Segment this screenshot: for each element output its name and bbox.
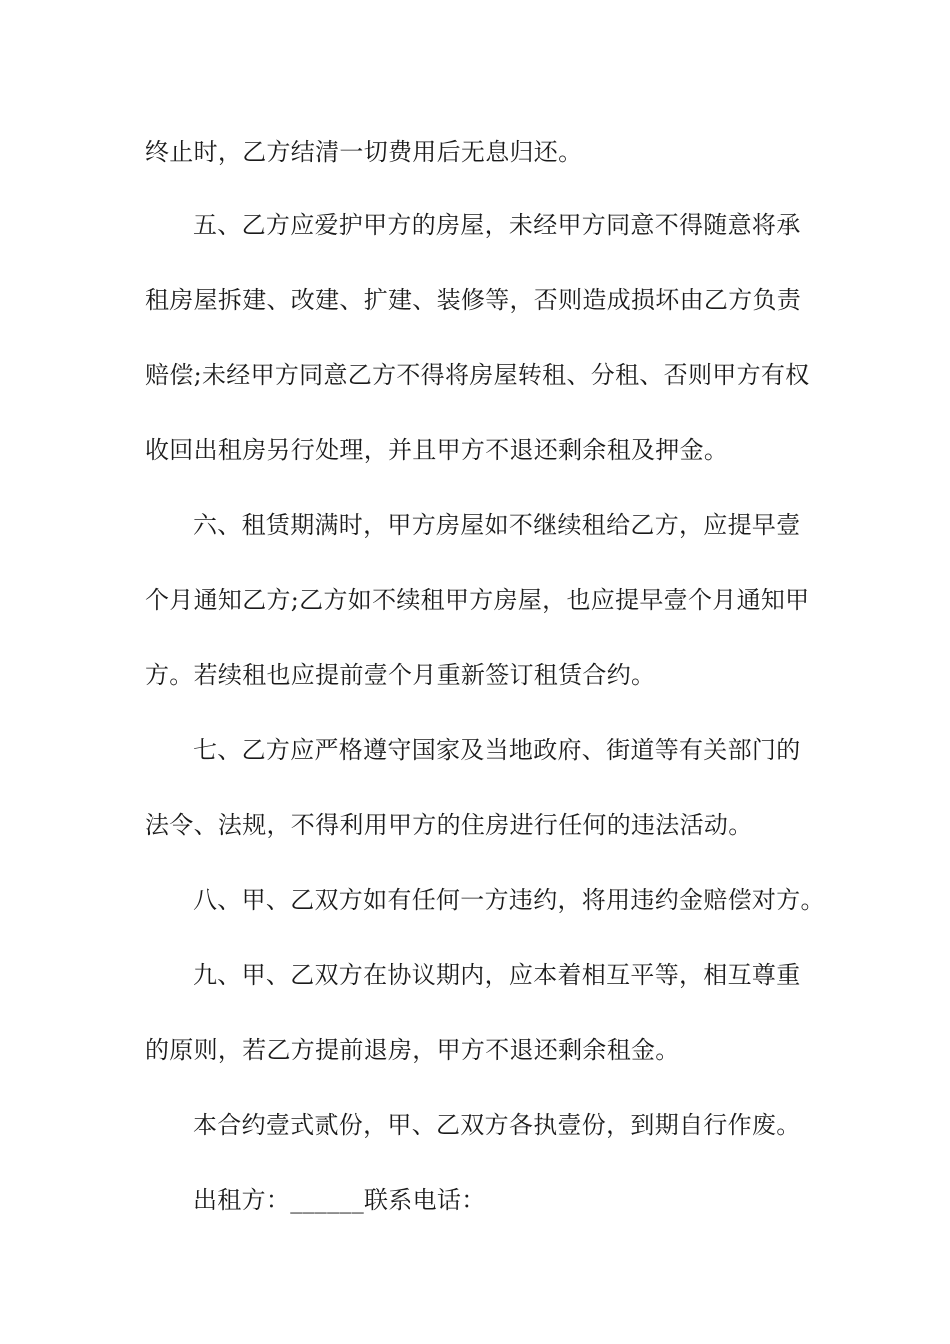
copies-statement: 本合约壹式贰份，甲、乙双方各执壹份，到期自行作废。 <box>193 1111 801 1139</box>
clause-5-line-1: 五、乙方应爱护甲方的房屋，未经甲方同意不得随意将承 <box>193 211 801 239</box>
clause-8-line-1: 八、甲、乙双方如有任何一方违约，将用违约金赔偿对方。 <box>193 886 825 914</box>
clause-6-line-1: 六、租赁期满时，甲方房屋如不继续租给乙方，应提早壹 <box>193 511 801 539</box>
clause-5-line-4: 收回出租房另行处理，并且甲方不退还剩余租及押金。 <box>145 436 729 464</box>
clause-7-line-2: 法令、法规，不得利用甲方的住房进行任何的违法活动。 <box>145 811 753 839</box>
clause-7-line-1: 七、乙方应严格遵守国家及当地政府、街道等有关部门的 <box>193 736 801 764</box>
text-line-1: 终止时，乙方结清一切费用后无息归还。 <box>145 138 583 166</box>
lessor-signature-line: 出租方：______联系电话： <box>193 1186 486 1214</box>
clause-9-line-2: 的原则，若乙方提前退房，甲方不退还剩余租金。 <box>145 1036 680 1064</box>
clause-9-line-1: 九、甲、乙双方在协议期内，应本着相互平等，相互尊重 <box>193 961 801 989</box>
clause-5-line-3: 赔偿;未经甲方同意乙方不得将房屋转租、分租、否则甲方有权 <box>145 361 810 389</box>
clause-6-line-3: 方。若续租也应提前壹个月重新签订租赁合约。 <box>145 661 656 689</box>
clause-5-line-2: 租房屋拆建、改建、扩建、装修等，否则造成损坏由乙方负责 <box>145 286 802 314</box>
clause-6-line-2: 个月通知乙方;乙方如不续租甲方房屋，也应提早壹个月通知甲 <box>145 586 810 614</box>
